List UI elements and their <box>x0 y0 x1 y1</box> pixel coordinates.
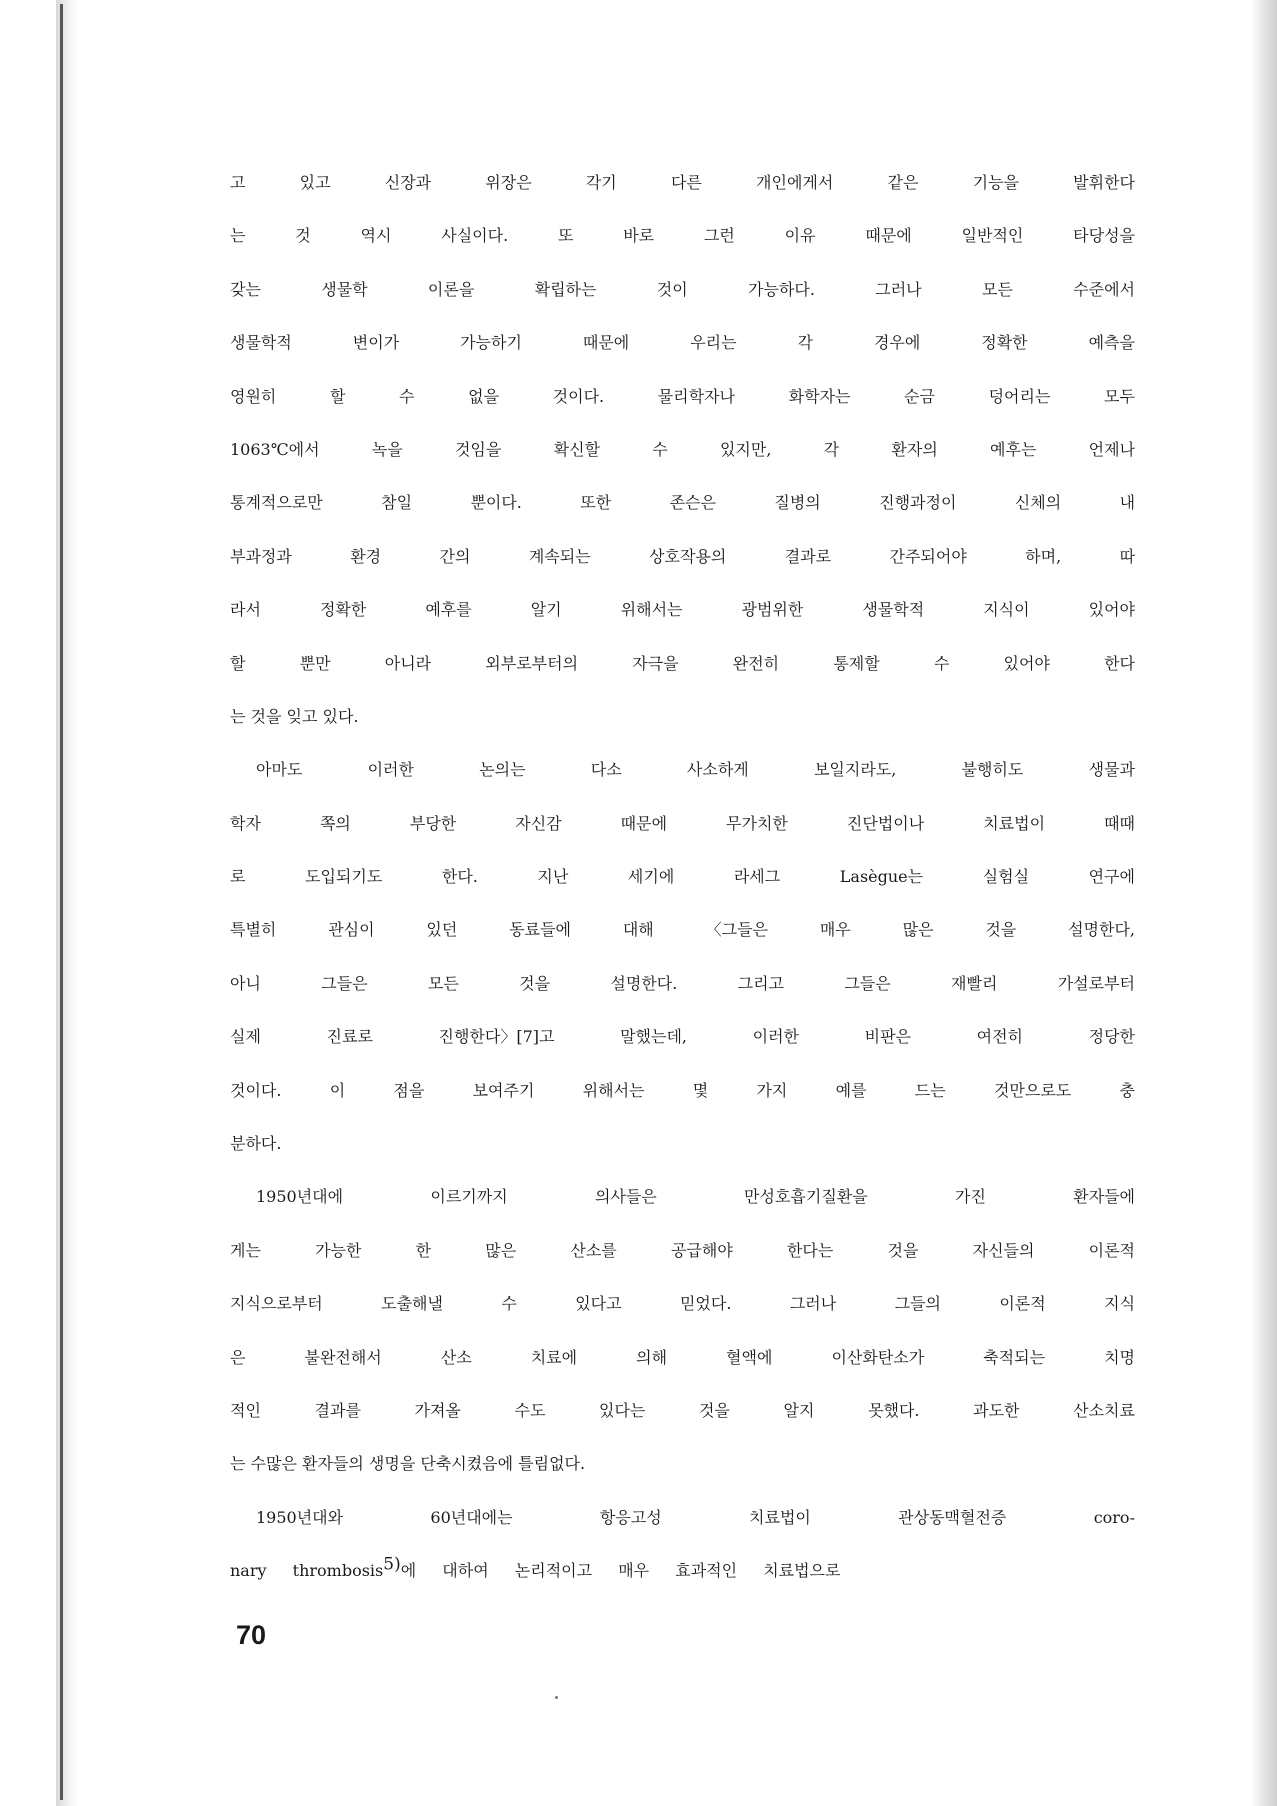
scan-speck <box>555 1696 558 1699</box>
text-line: 실제 진료로 진행한다〉[7]고 말했는데, 이러한 비판은 여전히 정당한 <box>230 1027 1135 1047</box>
page-edge-shadow <box>1251 0 1277 1806</box>
text-line: 적인 결과를 가져올 수도 있다는 것을 알지 못했다. 과도한 산소치료 <box>230 1400 1135 1420</box>
text-line: 은 불완전해서 산소 치료에 의해 혈액에 이산화탄소가 축적되는 치명 <box>230 1347 1135 1367</box>
text-line: 1063℃에서 녹을 것임을 확신할 수 있지만, 각 환자의 예후는 언제나 <box>230 439 1136 459</box>
page-body <box>230 170 1135 1612</box>
text-line: 1950년대에 이르기까지 의사들은 만성호흡기질환을 가진 환자들에 <box>256 1187 1136 1207</box>
text-fragment: 에 대하여 논리적이고 매우 효과적인 치료법으로 <box>400 1561 841 1581</box>
paragraph-1 <box>230 170 1135 757</box>
text-line: 로 도입되기도 한다. 지난 세기에 라세그 Lasègue는 실험실 연구에 <box>230 867 1135 887</box>
text-line: 는 것을 잊고 있다. <box>230 706 359 726</box>
paragraph-2 <box>230 757 1135 1184</box>
text-line: 아마도 이러한 논의는 다소 사소하게 보일지라도, 불행히도 생물과 <box>256 760 1135 780</box>
text-line: 는 수많은 환자들의 생명을 단축시켰음에 틀림없다. <box>230 1454 586 1474</box>
text-line: 지식으로부터 도출해낼 수 있다고 믿었다. 그러나 그들의 이론적 지식 <box>230 1294 1136 1314</box>
text-line: 생물학적 변이가 가능하기 때문에 우리는 각 경우에 정확한 예측을 <box>230 333 1135 353</box>
text-line-with-footnote <box>230 1554 1135 1611</box>
text-line: 영원히 할 수 없을 것이다. 물리학자나 화학자는 순금 덩어리는 모두 <box>230 386 1135 406</box>
text-line: 학자 쪽의 부당한 자신감 때문에 무가치한 진단법이나 치료법이 때때 <box>230 813 1135 833</box>
text-line: 1950년대와 60년대에는 항응고성 치료법이 관상동맥혈전증 coro- <box>256 1507 1135 1527</box>
text-line: 분하다. <box>230 1134 282 1154</box>
text-line: 것이다. 이 점을 보여주기 위해서는 몇 가지 예를 드는 것만으로도 충 <box>230 1080 1135 1100</box>
text-line: 부과정과 환경 간의 계속되는 상호작용의 결과로 간주되어야 하며, 따 <box>230 546 1136 566</box>
text-line: 는 것 역시 사실이다. 또 바로 그런 이유 때문에 일반적인 타당성을 <box>230 226 1136 246</box>
text-fragment: nary thrombosis <box>230 1561 384 1581</box>
book-edge-line <box>60 4 63 1800</box>
page-number: 70 <box>236 1620 267 1650</box>
footnote-marker: 5) <box>383 1554 401 1575</box>
text-line: 특별히 관심이 있던 동료들에 대해 〈그들은 매우 많은 것을 설명한다, <box>230 920 1136 940</box>
text-line: 라서 정확한 예후를 알기 위해서는 광범위한 생물학적 지식이 있어야 <box>230 600 1135 620</box>
paragraph-4 <box>230 1505 1135 1612</box>
text-line: 갖는 생물학 이론을 확립하는 것이 가능하다. 그러나 모든 수준에서 <box>230 279 1136 299</box>
text-line: 할 뿐만 아니라 외부로부터의 자극을 완전히 통제할 수 있어야 한다 <box>230 653 1135 673</box>
text-line: 고 있고 신장과 위장은 각기 다른 개인에게서 같은 기능을 발휘한다 <box>230 173 1135 192</box>
text-line: 게는 가능한 한 많은 산소를 공급해야 한다는 것을 자신들의 이론적 <box>230 1240 1135 1260</box>
text-line: 아니 그들은 모든 것을 설명한다. 그리고 그들은 재빨리 가설로부터 <box>230 973 1136 993</box>
text-line: 통계적으로만 참일 뿐이다. 또한 존슨은 질병의 진행과정이 신체의 내 <box>230 493 1136 513</box>
paragraph-3 <box>230 1184 1135 1504</box>
